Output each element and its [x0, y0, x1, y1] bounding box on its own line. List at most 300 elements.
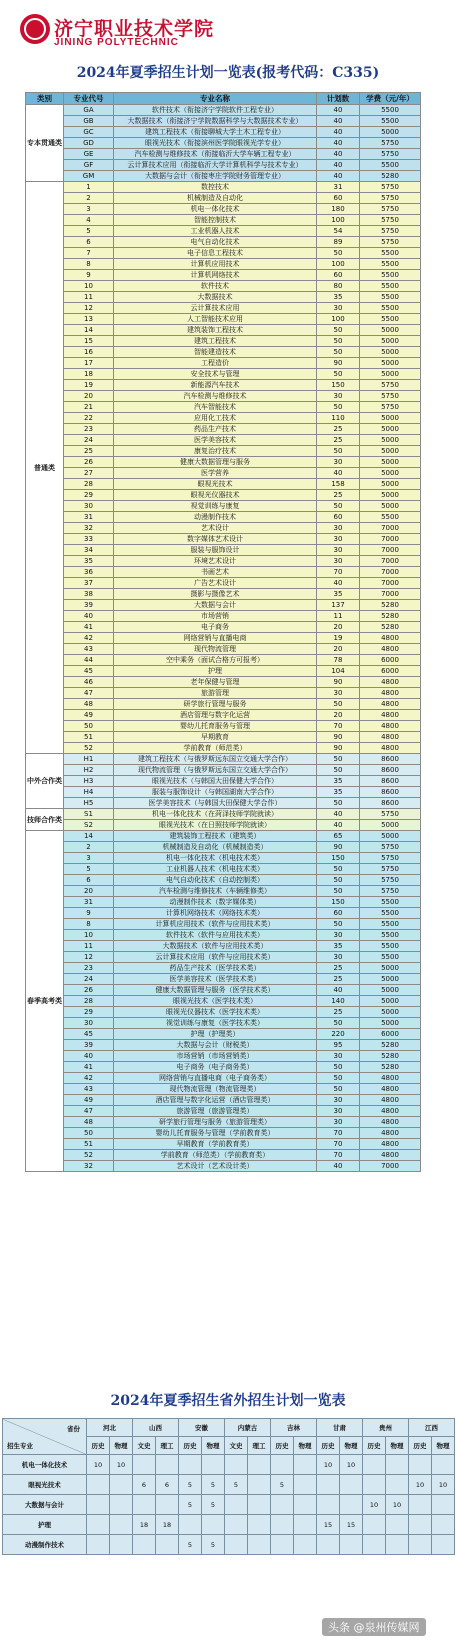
code-cell: 5	[64, 864, 114, 875]
major-cell: 电子商务	[114, 622, 317, 633]
table-row	[26, 127, 421, 138]
table-row	[26, 424, 421, 435]
subject-header: 物理	[432, 1437, 455, 1455]
tuition-cell: 7000	[360, 578, 421, 589]
plan-cell: 35	[317, 589, 360, 600]
table-row	[3, 1455, 455, 1475]
quota-cell: 5	[271, 1475, 294, 1495]
tuition-cell: 4800	[360, 710, 421, 721]
code-cell: 8	[64, 259, 114, 270]
code-cell: 10	[64, 281, 114, 292]
major-cell: 计算机网络技术（网络技术类）	[114, 908, 317, 919]
plan-cell: 30	[317, 1117, 360, 1128]
major-cell: 医学美容技术（与韩国大田保健大学合作）	[114, 798, 317, 809]
quota-cell	[409, 1455, 432, 1475]
province-header: 山西	[133, 1419, 179, 1437]
quota-cell	[271, 1515, 294, 1535]
code-cell: 26	[64, 985, 114, 996]
tuition-cell: 7000	[360, 567, 421, 578]
code-cell: 21	[64, 402, 114, 413]
major-cell: 软件技术	[114, 281, 317, 292]
table-row	[26, 644, 421, 655]
main-table-title: 2024年夏季招生计划一览表(报考代码：C335)	[76, 65, 380, 81]
plan-cell: 35	[317, 941, 360, 952]
major-cell: 动漫制作技术	[3, 1535, 87, 1555]
tuition-cell: 7000	[360, 523, 421, 534]
quota-cell: 5	[202, 1495, 225, 1515]
code-cell: 22	[64, 413, 114, 424]
plan-cell: 50	[317, 699, 360, 710]
major-cell: 电气自动化技术（自动控制类）	[114, 875, 317, 886]
table-row	[26, 798, 421, 809]
major-cell: 软件技术（衔接济宁学院软件工程专业）	[114, 105, 317, 116]
quota-cell: 5	[202, 1535, 225, 1555]
plan-cell: 137	[317, 600, 360, 611]
plan-cell: 31	[317, 182, 360, 193]
table-row	[26, 545, 421, 556]
major-cell: 书画艺术	[114, 567, 317, 578]
table-row	[26, 204, 421, 215]
plan-cell: 80	[317, 281, 360, 292]
tuition-cell: 5500	[360, 116, 421, 127]
table-row	[26, 292, 421, 303]
quota-cell	[363, 1475, 386, 1495]
major-cell: 视觉训练与康复	[114, 501, 317, 512]
quota-cell	[179, 1515, 202, 1535]
table-row	[3, 1535, 455, 1555]
table-row	[26, 1062, 421, 1073]
major-cell: 现代物流管理（物流管理类）	[114, 1084, 317, 1095]
table-row	[26, 501, 421, 512]
major-cell: 建筑工程技术	[114, 336, 317, 347]
plan-cell: 104	[317, 666, 360, 677]
table-row	[26, 182, 421, 193]
tuition-cell: 5000	[360, 435, 421, 446]
code-cell: 3	[64, 853, 114, 864]
quota-cell: 5	[225, 1475, 248, 1495]
major-cell: 医学营养	[114, 468, 317, 479]
quota-cell	[156, 1535, 179, 1555]
table-row	[26, 974, 421, 985]
quota-cell: 10	[87, 1455, 110, 1475]
plan-cell: 30	[317, 1095, 360, 1106]
major-cell: 护理	[114, 666, 317, 677]
table-row	[26, 1084, 421, 1095]
tuition-cell: 5000	[360, 468, 421, 479]
plan-cell: 70	[317, 1139, 360, 1150]
table-row	[26, 655, 421, 666]
quota-cell	[87, 1515, 110, 1535]
plan-cell: 11	[317, 611, 360, 622]
plan-cell: 60	[317, 193, 360, 204]
major-cell: 计算机应用技术	[114, 259, 317, 270]
code-cell: 9	[64, 270, 114, 281]
tuition-cell: 5000	[360, 820, 421, 831]
major-cell: 老年保健与管理	[114, 677, 317, 688]
tuition-cell: 6000	[360, 655, 421, 666]
major-cell: 大数据技术（软件与应用技术类）	[114, 941, 317, 952]
plan-cell: 40	[317, 809, 360, 820]
major-cell: 婴幼儿托育服务与管理（学前教育类）	[114, 1128, 317, 1139]
plan-cell: 50	[317, 864, 360, 875]
tuition-cell: 5500	[360, 930, 421, 941]
major-cell: 广告艺术设计	[114, 578, 317, 589]
code-cell: 49	[64, 1095, 114, 1106]
major-cell: 大数据与会计（衔接枣庄学院财务管理专业）	[114, 171, 317, 182]
category-cell: 技师合作类	[26, 809, 64, 831]
code-cell: 18	[64, 369, 114, 380]
code-cell: 39	[64, 1040, 114, 1051]
plan-cell: 25	[317, 424, 360, 435]
major-cell: 云计算技术应用（衔接临沂大学计算机科学与技术专业）	[114, 160, 317, 171]
tuition-cell: 6000	[360, 1029, 421, 1040]
quota-cell	[386, 1475, 409, 1495]
tuition-cell: 4800	[360, 688, 421, 699]
plan-cell: 50	[317, 1018, 360, 1029]
major-cell: 新能源汽车技术	[114, 380, 317, 391]
tuition-cell: 5000	[360, 831, 421, 842]
out-of-province-table	[2, 1418, 455, 1555]
plan-cell: 90	[317, 677, 360, 688]
tuition-cell: 5750	[360, 886, 421, 897]
major-cell: 药品生产技术	[114, 424, 317, 435]
code-cell: GF	[64, 160, 114, 171]
plan-cell: 20	[317, 622, 360, 633]
table-row	[26, 864, 421, 875]
table-row	[26, 149, 421, 160]
table-row	[26, 1117, 421, 1128]
quota-cell	[294, 1535, 317, 1555]
subject-header: 历史	[317, 1437, 340, 1455]
table-row	[3, 1475, 455, 1495]
plan-cell: 100	[317, 259, 360, 270]
code-cell: 9	[64, 908, 114, 919]
plan-cell: 50	[317, 1084, 360, 1095]
plan-cell: 150	[317, 897, 360, 908]
table-row	[26, 930, 421, 941]
quota-cell	[225, 1455, 248, 1475]
table-row	[26, 842, 421, 853]
plan-cell: 54	[317, 226, 360, 237]
tuition-cell: 4800	[360, 1128, 421, 1139]
table-row	[26, 1073, 421, 1084]
tuition-cell: 5750	[360, 226, 421, 237]
table-row	[26, 732, 421, 743]
quota-cell	[87, 1495, 110, 1515]
plan-cell: 40	[317, 1161, 360, 1172]
table-row	[26, 688, 421, 699]
table-row	[26, 589, 421, 600]
quota-cell	[409, 1515, 432, 1535]
tuition-cell: 4800	[360, 1117, 421, 1128]
code-cell: GE	[64, 149, 114, 160]
major-cell: 旅游管理	[114, 688, 317, 699]
quota-cell	[294, 1475, 317, 1495]
out-of-province-title: 2024年夏季招生省外招生计划一览表	[110, 1393, 346, 1409]
table-row	[26, 446, 421, 457]
quota-cell: 5	[179, 1475, 202, 1495]
major-cell: 眼视光技术	[3, 1475, 87, 1495]
table-row	[26, 479, 421, 490]
code-cell: 31	[64, 897, 114, 908]
tuition-cell: 4800	[360, 732, 421, 743]
table-row	[26, 633, 421, 644]
code-cell: 42	[64, 633, 114, 644]
major-cell: 计算机网络技术	[114, 270, 317, 281]
plan-cell: 50	[317, 1062, 360, 1073]
plan-cell: 158	[317, 479, 360, 490]
subject-header: 物理	[386, 1437, 409, 1455]
code-cell: 40	[64, 1051, 114, 1062]
subject-header: 文史	[225, 1437, 248, 1455]
quota-cell: 10	[363, 1495, 386, 1515]
tuition-cell: 5000	[360, 325, 421, 336]
code-cell: 47	[64, 1106, 114, 1117]
quota-cell: 10	[340, 1455, 363, 1475]
plan-cell: 25	[317, 435, 360, 446]
code-cell: 52	[64, 743, 114, 754]
plan-cell: 90	[317, 842, 360, 853]
major-cell: 药品生产技术（医学技术类）	[114, 963, 317, 974]
major-cell: 电子商务（电子商务类）	[114, 1062, 317, 1073]
plan-cell: 20	[317, 644, 360, 655]
code-cell: 36	[64, 567, 114, 578]
major-cell: 眼视光技术（衔接滨州医学院眼视光学专业）	[114, 138, 317, 149]
tuition-cell: 4800	[360, 721, 421, 732]
tuition-cell: 5750	[360, 853, 421, 864]
tuition-cell: 5750	[360, 842, 421, 853]
tuition-cell: 5000	[360, 347, 421, 358]
corner-cell	[3, 1419, 87, 1455]
watermark: 头条 @泉州传媒网	[322, 1618, 426, 1636]
plan-cell: 180	[317, 204, 360, 215]
tuition-cell: 5750	[360, 193, 421, 204]
quota-cell	[432, 1495, 455, 1515]
table-row	[26, 138, 421, 149]
quota-cell: 10	[317, 1455, 340, 1475]
major-cell: 机电一体化技术（在菏泽技师学院就读）	[114, 809, 317, 820]
header-code: 专业代号	[64, 93, 114, 105]
table-row	[26, 1161, 421, 1172]
plan-cell: 20	[317, 710, 360, 721]
code-cell: 38	[64, 589, 114, 600]
plan-cell: 40	[317, 149, 360, 160]
table-row	[26, 1040, 421, 1051]
code-cell: 27	[64, 468, 114, 479]
college-name-en: JINING POLYTECHNIC	[54, 37, 179, 48]
table-row	[26, 897, 421, 908]
quota-cell	[271, 1495, 294, 1515]
tuition-cell: 5000	[360, 424, 421, 435]
code-cell: 50	[64, 721, 114, 732]
tuition-cell: 5750	[360, 391, 421, 402]
plan-cell: 70	[317, 1128, 360, 1139]
category-cell: 中外合作类	[26, 754, 64, 809]
major-cell: 现代物流管理	[114, 644, 317, 655]
code-cell: 44	[64, 655, 114, 666]
major-cell: 空中乘务（面试合格方可报考）	[114, 655, 317, 666]
code-cell: 50	[64, 1128, 114, 1139]
code-cell: 19	[64, 380, 114, 391]
table-row	[26, 710, 421, 721]
major-cell: 婴幼儿托育服务与管理	[114, 721, 317, 732]
out-of-province-header	[3, 1419, 455, 1455]
plan-cell: 140	[317, 996, 360, 1007]
header-tuition: 学费（元/年）	[360, 93, 421, 105]
tuition-cell: 5500	[360, 281, 421, 292]
province-header: 贵州	[363, 1419, 409, 1437]
major-cell: 市场营销（市场营销类）	[114, 1051, 317, 1062]
quota-cell	[133, 1455, 156, 1475]
category-cell: 普通类	[26, 182, 64, 754]
tuition-cell: 4800	[360, 699, 421, 710]
tuition-cell: 8600	[360, 765, 421, 776]
major-cell: 早期教育（学前教育类）	[114, 1139, 317, 1150]
code-cell: 24	[64, 435, 114, 446]
table-row	[26, 193, 421, 204]
table-row	[26, 776, 421, 787]
code-cell: 46	[64, 677, 114, 688]
plan-cell: 220	[317, 1029, 360, 1040]
major-cell: 智能控制技术	[114, 215, 317, 226]
table-row	[3, 1495, 455, 1515]
table-row	[26, 281, 421, 292]
quota-cell	[409, 1535, 432, 1555]
quota-cell	[110, 1495, 133, 1515]
major-cell: 眼视光仪器技术（医学技术类）	[114, 1007, 317, 1018]
plan-cell: 40	[317, 820, 360, 831]
plan-cell: 50	[317, 919, 360, 930]
table-row	[26, 402, 421, 413]
tuition-cell: 5500	[360, 259, 421, 270]
code-cell: 34	[64, 545, 114, 556]
quota-cell	[156, 1495, 179, 1515]
tuition-cell: 5500	[360, 292, 421, 303]
tuition-cell: 5000	[360, 457, 421, 468]
major-cell: 旅游管理（旅游管理类）	[114, 1106, 317, 1117]
code-cell: 30	[64, 1018, 114, 1029]
major-cell: 市场营销	[114, 611, 317, 622]
corner-top-label: 省份	[67, 1424, 80, 1433]
plan-cell: 89	[317, 237, 360, 248]
table-row	[26, 787, 421, 798]
code-cell: 49	[64, 710, 114, 721]
code-cell: 47	[64, 688, 114, 699]
table-row	[26, 303, 421, 314]
quota-cell	[156, 1455, 179, 1475]
quota-cell	[317, 1475, 340, 1495]
table-row	[26, 325, 421, 336]
quota-cell	[271, 1455, 294, 1475]
table-row	[26, 347, 421, 358]
plan-cell: 50	[317, 875, 360, 886]
major-cell: 康复治疗技术	[114, 446, 317, 457]
plan-cell: 110	[317, 413, 360, 424]
quota-cell	[248, 1515, 271, 1535]
table-row	[26, 952, 421, 963]
major-cell: 大数据与会计	[114, 600, 317, 611]
tuition-cell: 5000	[360, 974, 421, 985]
quota-cell	[248, 1495, 271, 1515]
plan-cell: 30	[317, 1051, 360, 1062]
tuition-cell: 4800	[360, 677, 421, 688]
tuition-cell: 6000	[360, 666, 421, 677]
code-cell: H5	[64, 798, 114, 809]
code-cell: 33	[64, 534, 114, 545]
quota-cell: 10	[409, 1475, 432, 1495]
plan-cell: 50	[317, 886, 360, 897]
quota-cell	[317, 1495, 340, 1515]
code-cell: 26	[64, 457, 114, 468]
code-cell: 6	[64, 875, 114, 886]
tuition-cell: 5750	[360, 215, 421, 226]
plan-cell: 30	[317, 545, 360, 556]
tuition-cell: 5750	[360, 864, 421, 875]
major-cell: 数字媒体艺术设计	[114, 534, 317, 545]
tuition-cell: 4800	[360, 743, 421, 754]
major-cell: 建筑工程技术（与俄罗斯远东国立交通大学合作）	[114, 754, 317, 765]
code-cell: 8	[64, 919, 114, 930]
table-row	[26, 413, 421, 424]
tuition-cell: 8600	[360, 754, 421, 765]
corner-bottom-label: 招生专业	[7, 1441, 33, 1450]
code-cell: 45	[64, 666, 114, 677]
code-cell: 40	[64, 611, 114, 622]
major-cell: 大数据技术（衔接济宁学院数据科学与大数据技术专业）	[114, 116, 317, 127]
major-cell: 电子信息工程技术	[114, 248, 317, 259]
tuition-cell: 5280	[360, 1040, 421, 1051]
subject-header: 历史	[363, 1437, 386, 1455]
tuition-cell: 5280	[360, 611, 421, 622]
code-cell: GM	[64, 171, 114, 182]
code-cell: 28	[64, 996, 114, 1007]
tuition-cell: 5000	[360, 963, 421, 974]
major-cell: 机电一体化技术	[114, 204, 317, 215]
plan-cell: 30	[317, 952, 360, 963]
plan-cell: 30	[317, 930, 360, 941]
major-cell: 现代物流管理（与俄罗斯远东国立交通大学合作）	[114, 765, 317, 776]
tuition-cell: 5500	[360, 270, 421, 281]
table-row	[26, 820, 421, 831]
table-row	[26, 358, 421, 369]
code-cell: 29	[64, 1007, 114, 1018]
plan-cell: 40	[317, 468, 360, 479]
table-row	[26, 1139, 421, 1150]
plan-cell: 70	[317, 721, 360, 732]
plan-cell: 30	[317, 1106, 360, 1117]
major-cell: 眼视光仪器技术	[114, 490, 317, 501]
major-cell: 工业机器人技术（机电技术类）	[114, 864, 317, 875]
major-cell: 研学旅行管理与服务（旅游管理类）	[114, 1117, 317, 1128]
major-cell: 汽车检测与维修技术（车辆维修类）	[114, 886, 317, 897]
table-row	[26, 226, 421, 237]
code-cell: 41	[64, 622, 114, 633]
plan-cell: 30	[317, 391, 360, 402]
plan-cell: 70	[317, 1150, 360, 1161]
table-body	[26, 105, 421, 1172]
plan-cell: 25	[317, 1007, 360, 1018]
table-row	[26, 941, 421, 952]
code-cell: 30	[64, 501, 114, 512]
province-header: 甘肃	[317, 1419, 363, 1437]
table-row	[3, 1515, 455, 1535]
table-row	[26, 314, 421, 325]
tuition-cell: 5500	[360, 908, 421, 919]
table-row	[26, 809, 421, 820]
quota-cell	[248, 1455, 271, 1475]
tuition-cell: 5750	[360, 380, 421, 391]
tuition-cell: 5280	[360, 1062, 421, 1073]
